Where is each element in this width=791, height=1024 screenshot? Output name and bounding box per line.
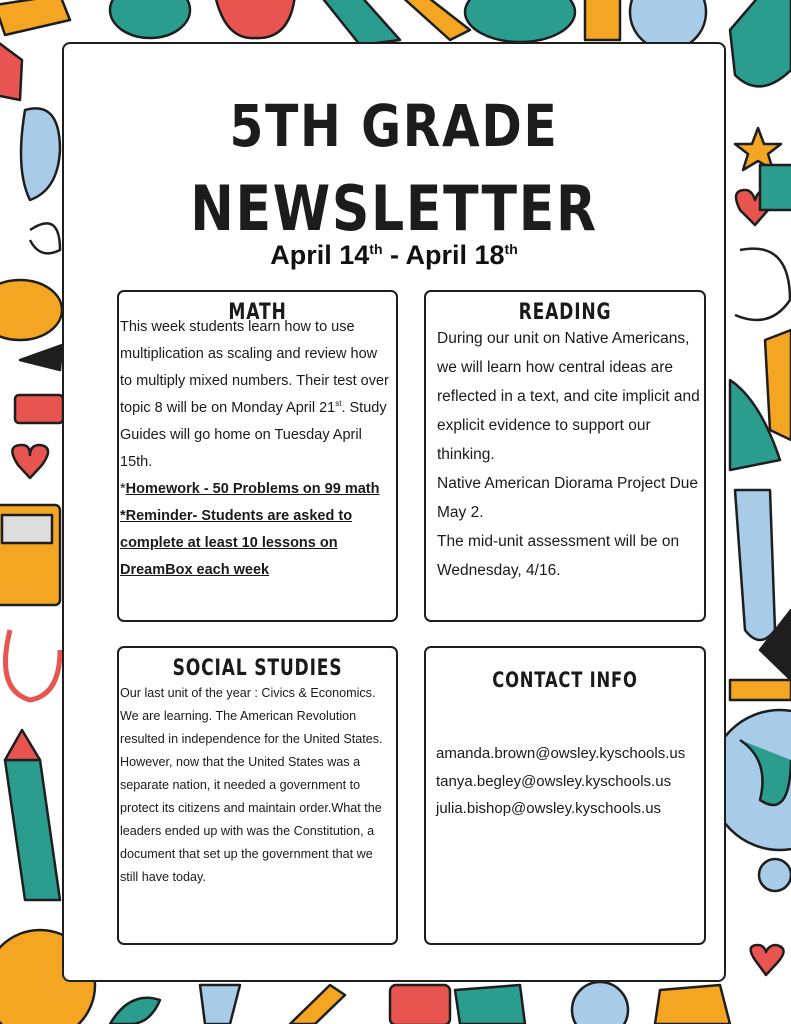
- homework-prefix: *: [120, 481, 126, 497]
- newsletter-title-line1: 5TH GRADE: [229, 92, 559, 160]
- flask-icon: [730, 0, 791, 86]
- leaf-icon: [110, 998, 160, 1024]
- pencil-icon: [0, 0, 70, 35]
- flag-icon: [0, 40, 22, 100]
- tape-icon: [760, 165, 791, 210]
- heart-icon: [751, 945, 784, 975]
- book-icon: [585, 0, 620, 40]
- pencil-icon: [400, 0, 470, 40]
- newsletter-page: [62, 42, 726, 982]
- stethoscope-icon: [6, 630, 61, 700]
- speech-bubble-icon: [21, 108, 60, 200]
- ruler-icon: [320, 0, 400, 45]
- star-icon: [735, 128, 781, 170]
- math-paragraph-a: This week students learn how to use multiplication as scaling and review how to multiply mixed numbers. Their test over topic 8 will be on Monday April 21: [120, 319, 389, 416]
- contact-heading: CONTACT INFO: [492, 668, 638, 692]
- cup-icon: [765, 330, 791, 440]
- homework-note: Homework - 50 Problems on 99 math: [125, 481, 380, 497]
- math-section: [117, 290, 398, 622]
- test-tube-icon: [200, 985, 240, 1024]
- magnifier-icon: [759, 859, 791, 891]
- contact-email[interactable]: julia.bishop@owsley.kyschools.us: [436, 800, 662, 817]
- bell-icon: [655, 985, 730, 1024]
- reminder-note: *Reminder- Students are asked to complete at least 10 lessons on DreamBox each week: [120, 508, 353, 578]
- math-text: [120, 314, 392, 584]
- contact-list: [436, 740, 704, 823]
- start-date: April 14: [270, 240, 370, 270]
- microscope-icon: [735, 249, 790, 320]
- heart-icon: [12, 445, 48, 478]
- eraser-icon: [390, 985, 450, 1024]
- math-heading: MATH: [228, 300, 287, 325]
- test-tube-icon: [735, 490, 775, 640]
- pencil-icon: [20, 345, 62, 370]
- reading-text: During our unit on Native Americans, we will learn how central ideas are reflected in a text, and cite implicit and explicit evidence to support our thinking. Native American Diorama Project Due May 2. The mid-unit assessment will be on Wednesday, 4/16.: [437, 330, 700, 579]
- crayon-icon: [5, 760, 60, 900]
- math-paragraph-b: . Study Guides will go home on Tuesday April 15th.: [120, 400, 387, 470]
- start-date-suffix: th: [369, 241, 383, 257]
- football-icon: [0, 280, 62, 340]
- end-date-suffix: th: [504, 241, 518, 257]
- book-stack-icon: [730, 680, 791, 700]
- social-studies-heading: SOCIAL STUDIES: [172, 656, 343, 681]
- date-separator: -: [382, 240, 406, 270]
- apple-icon: [215, 0, 295, 38]
- contact-email[interactable]: amanda.brown@owsley.kyschools.us: [436, 745, 686, 762]
- math-paragraph-sup: st: [335, 399, 342, 409]
- social-studies-section: [117, 646, 398, 945]
- social-studies-text: Our last unit of the year : Civics & Economics. We are learning. The American Revolution resulted in independence for the United States. However, now that the United States was a separate nation, it needed a government to protect its citizens and maintain order.What the leaders ended up with was the Constitution, a document that set up the government that we still have today.: [120, 686, 383, 884]
- marker-icon: [15, 395, 63, 423]
- backpack-icon: [465, 0, 575, 42]
- contact-section: [424, 646, 706, 945]
- paperclip-icon: [30, 223, 60, 253]
- clock-icon: [572, 982, 628, 1024]
- pencil-icon: [290, 985, 345, 1024]
- date-range: [64, 240, 724, 271]
- reading-heading: READING: [518, 300, 612, 325]
- balloon-icon: [110, 0, 190, 38]
- reading-section: [424, 290, 706, 622]
- contact-email[interactable]: tanya.begley@owsley.kyschools.us: [436, 772, 672, 790]
- end-date: April 18: [405, 240, 505, 270]
- calculator-icon: [455, 985, 525, 1024]
- newsletter-title-line2: NEWSLETTER: [190, 172, 598, 245]
